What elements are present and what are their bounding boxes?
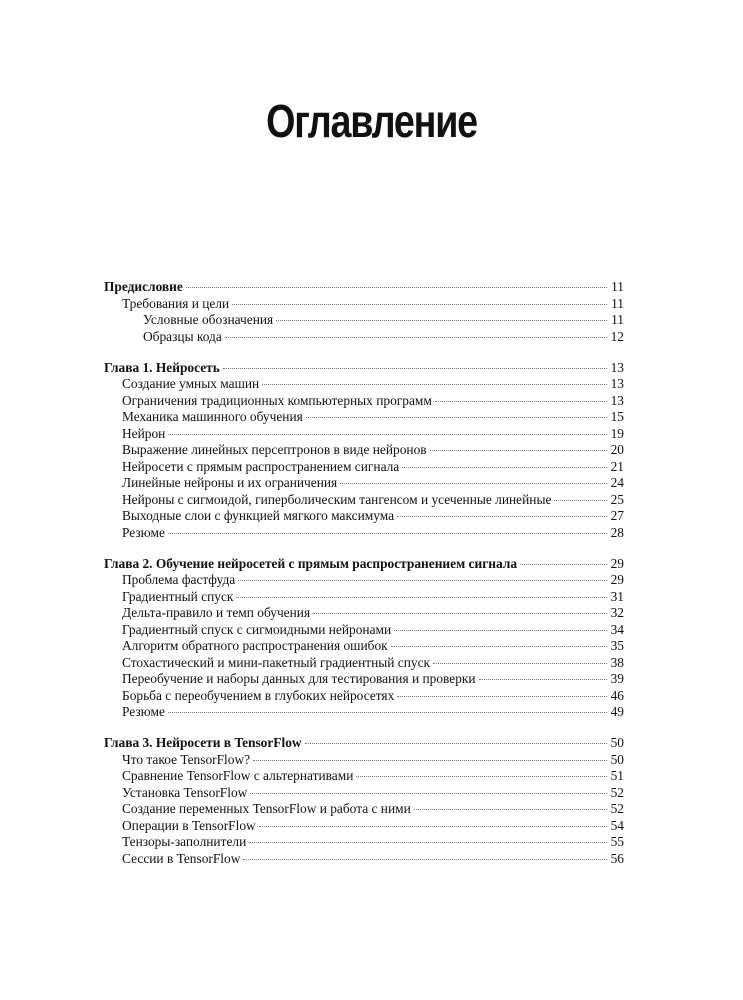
dot-leader	[276, 320, 607, 321]
toc-entry-page: 24	[610, 475, 624, 490]
toc-entry-title: Глава 1. Нейросеть	[104, 359, 220, 375]
dot-leader	[168, 434, 607, 435]
toc-entry-page: 20	[610, 442, 624, 457]
dot-leader	[554, 500, 607, 501]
dot-leader	[394, 630, 607, 631]
toc-item-row	[104, 409, 624, 426]
toc-entry-title: Ограничения традиционных компьютерных программ	[122, 392, 432, 408]
dot-leader	[232, 304, 607, 305]
toc-entry-title: Нейросети с прямым распространением сигнала	[122, 458, 400, 474]
toc-entry-page: 49	[610, 704, 624, 719]
dot-leader	[435, 401, 607, 402]
toc-entry-title: Переобучение и наборы данных для тестирования и проверки	[122, 671, 476, 686]
toc-entry-page: 11	[611, 312, 624, 327]
toc-entry-page: 29	[610, 572, 624, 587]
toc-item-row	[104, 442, 624, 459]
dot-leader	[340, 483, 607, 484]
toc-chapter-row	[104, 556, 624, 573]
toc-entry-title: Глава 3. Нейросети в TensorFlow	[104, 735, 302, 750]
toc-entry-page: 13	[610, 376, 624, 391]
toc-section	[104, 735, 624, 867]
toc-item-row	[104, 312, 624, 329]
toc-entry-title: Линейные нейроны и их ограничения	[122, 475, 338, 490]
toc-entry-title: Механика машинного обучения	[122, 409, 303, 424]
dot-leader	[479, 679, 607, 680]
dot-leader	[306, 417, 607, 418]
toc-entry-page: 35	[610, 638, 624, 653]
dot-leader	[313, 613, 607, 614]
toc-entry-title: Сравнение TensorFlow с альтернативами	[122, 768, 354, 783]
dot-leader	[243, 859, 607, 860]
toc-entry-title: Резюме	[122, 524, 165, 540]
dot-leader	[225, 337, 607, 338]
toc-item-row	[104, 589, 624, 606]
toc-entry-page: 27	[610, 508, 624, 523]
toc-entry-page: 38	[610, 654, 624, 670]
dot-leader	[356, 776, 607, 777]
toc-item-row	[104, 801, 624, 818]
toc-entry-page: 51	[610, 768, 624, 783]
dot-leader	[236, 597, 607, 598]
toc-item-row	[104, 492, 624, 509]
toc-entry-title: Резюме	[122, 704, 165, 719]
toc-entry-page: 46	[610, 687, 624, 703]
dot-leader	[414, 809, 607, 810]
toc-entry-page: 56	[610, 850, 624, 866]
toc-item-row	[104, 688, 624, 705]
toc-entry-page: 29	[610, 555, 624, 571]
toc-item-row	[104, 508, 624, 525]
toc-entry-title: Градиентный спуск	[122, 588, 234, 604]
toc-chapter-row	[104, 735, 624, 752]
toc-entry-title: Глава 2. Обучение нейросетей с прямым распространением сигнала	[104, 555, 518, 571]
toc-section	[104, 360, 624, 542]
toc-item-row	[104, 426, 624, 443]
toc-entry-page: 12	[610, 328, 624, 344]
toc-item-row	[104, 671, 624, 688]
toc-entry-page: 19	[610, 425, 624, 441]
toc-entry-page: 28	[610, 524, 624, 540]
dot-leader	[262, 384, 607, 385]
toc-entry-page: 50	[610, 735, 624, 750]
toc-item-row	[104, 752, 624, 769]
toc-entry-title: Создание переменных TensorFlow и работа с ними	[122, 801, 411, 816]
toc-entry-page: 39	[610, 671, 624, 686]
toc-entry-title: Дельта-правило и темп обучения	[122, 605, 311, 620]
toc-entry-page: 50	[610, 751, 624, 767]
toc-entry-title: Нейрон	[122, 425, 166, 441]
table-of-contents	[104, 279, 624, 882]
toc-entry-page: 52	[610, 801, 624, 816]
toc-entry-title: Нейроны с сигмоидой, гиперболическим тангенсом и усеченные линейные	[122, 491, 552, 507]
toc-item-row	[104, 818, 624, 835]
toc-section	[104, 279, 624, 345]
toc-entry-page: 25	[610, 491, 624, 507]
toc-entry-title: Проблема фастфуда	[122, 572, 236, 587]
dot-leader	[249, 842, 607, 843]
toc-item-row	[104, 393, 624, 410]
toc-entry-title: Образцы кода	[143, 328, 222, 344]
dot-leader	[250, 793, 607, 794]
toc-item-row	[104, 655, 624, 672]
toc-entry-title: Создание умных машин	[122, 376, 260, 391]
toc-item-row	[104, 622, 624, 639]
toc-entry-page: 15	[610, 409, 624, 424]
dot-leader	[397, 516, 607, 517]
toc-entry-title: Операции в TensorFlow	[122, 817, 256, 833]
toc-item-row	[104, 572, 624, 589]
toc-entry-title: Условные обозначения	[143, 312, 274, 327]
toc-item-row	[104, 605, 624, 622]
toc-entry-page: 21	[610, 458, 624, 474]
toc-entry-page: 11	[611, 295, 624, 311]
dot-leader	[305, 743, 607, 744]
toc-entry-title: Установка TensorFlow	[122, 784, 248, 800]
dot-leader	[168, 712, 607, 713]
toc-entry-title: Борьба с переобучением в глубоких нейросетях	[122, 687, 395, 703]
toc-entry-title: Выходные слои с функцией мягкого максимума	[122, 508, 395, 523]
toc-item-row	[104, 296, 624, 313]
toc-section	[104, 556, 624, 721]
toc-chapter-row	[104, 360, 624, 377]
toc-entry-title: Градиентный спуск с сигмоидными нейронами	[122, 621, 392, 637]
toc-item-row	[104, 329, 624, 346]
toc-entry-title: Требования и цели	[122, 295, 230, 311]
toc-item-row	[104, 638, 624, 655]
dot-leader	[186, 287, 607, 288]
dot-leader	[168, 533, 607, 534]
toc-entry-title: Алгоритм обратного распространения ошибок	[122, 638, 388, 653]
toc-entry-page: 13	[610, 359, 624, 375]
toc-entry-title: Предисловие	[104, 279, 183, 294]
toc-item-row	[104, 459, 624, 476]
toc-entry-page: 52	[610, 784, 624, 800]
toc-entry-title: Тензоры-заполнители	[122, 834, 247, 849]
toc-item-row	[104, 475, 624, 492]
toc-item-row	[104, 525, 624, 542]
dot-leader	[402, 467, 607, 468]
toc-entry-title: Сессии в TensorFlow	[122, 850, 241, 866]
dot-leader	[391, 646, 607, 647]
toc-entry-title: Стохастический и мини-пакетный градиентный спуск	[122, 654, 431, 670]
dot-leader	[397, 696, 607, 697]
toc-item-row	[104, 834, 624, 851]
toc-entry-page: 31	[610, 588, 624, 604]
dot-leader	[223, 368, 607, 369]
dot-leader	[430, 450, 607, 451]
toc-entry-page: 55	[610, 834, 624, 849]
toc-item-row	[104, 851, 624, 868]
dot-leader	[520, 564, 607, 565]
toc-chapter-row	[104, 279, 624, 296]
toc-item-row	[104, 768, 624, 785]
toc-entry-page: 32	[610, 605, 624, 620]
toc-entry-page: 54	[610, 817, 624, 833]
toc-entry-page: 11	[611, 279, 624, 294]
toc-entry-title: Выражение линейных персептронов в виде нейронов	[122, 442, 427, 457]
toc-entry-page: 13	[610, 392, 624, 408]
dot-leader	[253, 760, 607, 761]
toc-entry-title: Что такое TensorFlow?	[122, 751, 251, 767]
dot-leader	[259, 826, 607, 827]
toc-entry-page: 34	[610, 621, 624, 637]
page-title: Оглавление	[266, 95, 477, 147]
dot-leader	[433, 663, 607, 664]
toc-item-row	[104, 376, 624, 393]
toc-item-row	[104, 785, 624, 802]
dot-leader	[238, 580, 607, 581]
toc-item-row	[104, 704, 624, 721]
